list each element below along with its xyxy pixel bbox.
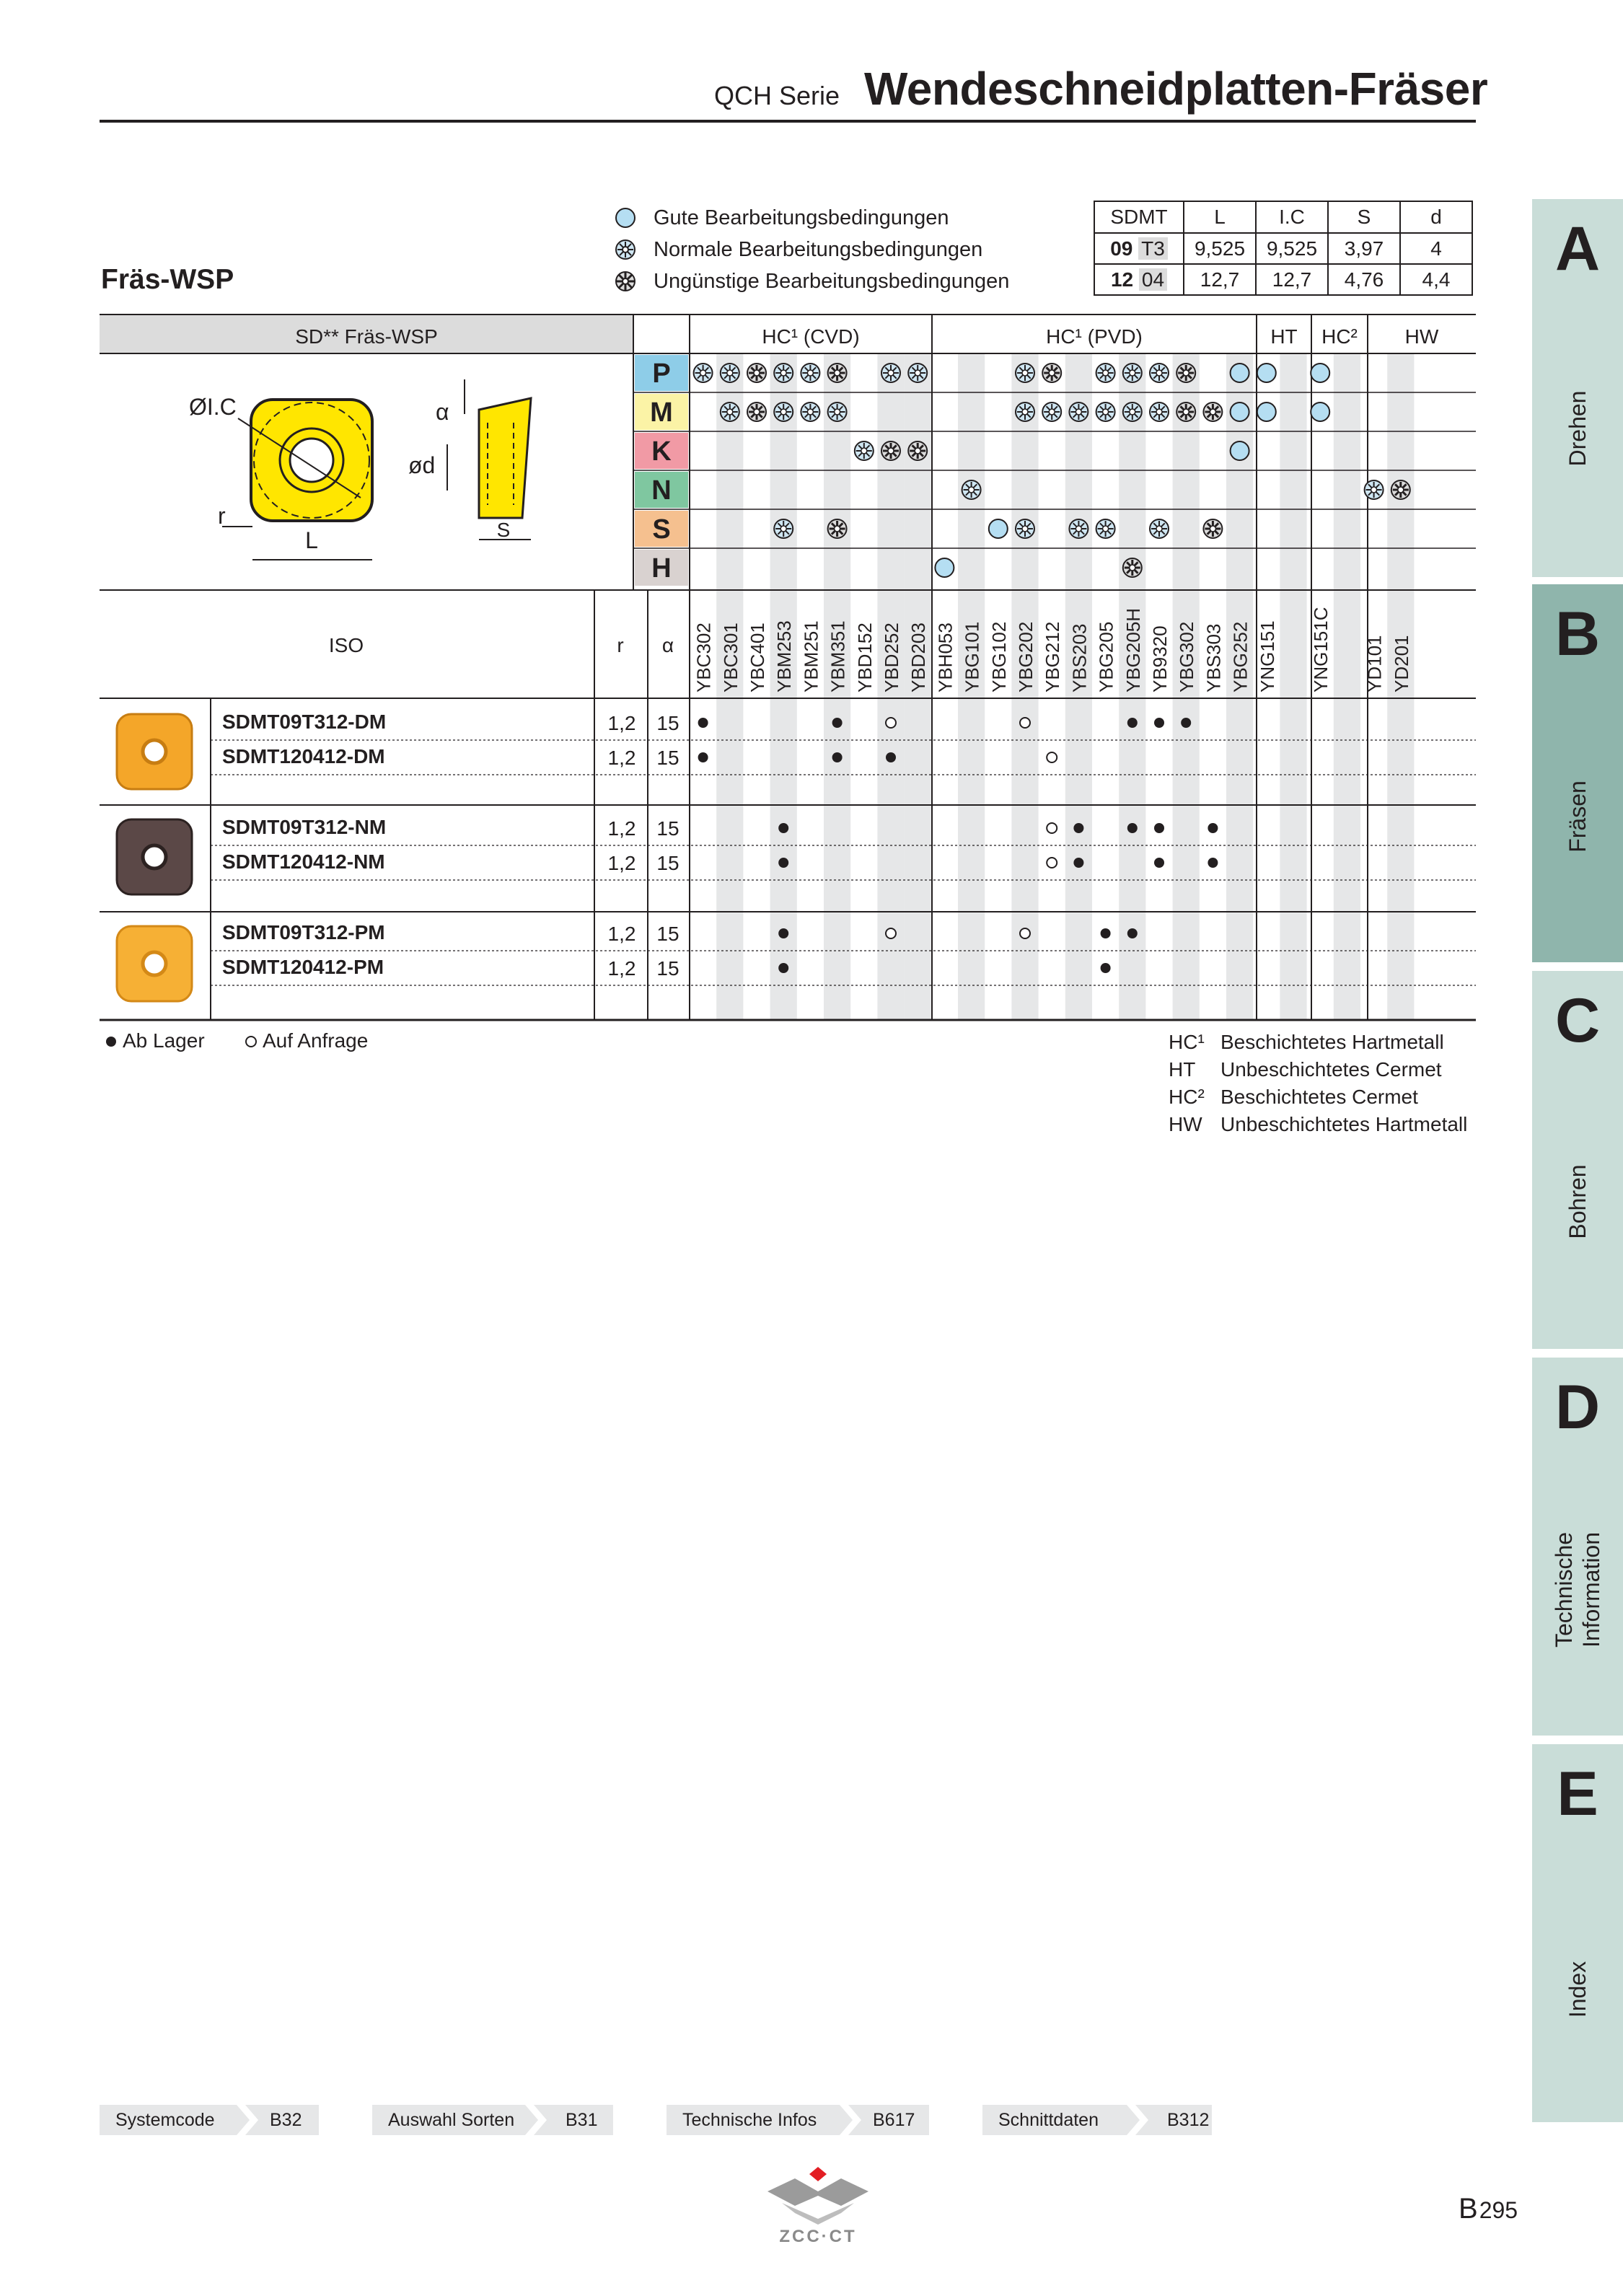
normal-condition-icon — [774, 364, 793, 382]
dims-size: 12 04 — [1094, 264, 1184, 295]
icon-hub — [727, 409, 733, 415]
normal-condition-icon — [801, 364, 819, 382]
icon-hub — [1398, 487, 1404, 493]
section-title: Fräs-WSP — [101, 264, 234, 295]
normal-condition-icon — [1042, 403, 1061, 421]
series-label: QCH Serie — [714, 81, 840, 110]
normal-condition-icon — [908, 364, 927, 382]
icon-hub — [1103, 409, 1109, 415]
request-dot — [1047, 858, 1057, 868]
grade-label: YBG302 — [1176, 621, 1198, 692]
group-label: HC¹ (CVD) — [762, 325, 860, 348]
dims-header: I.C — [1256, 201, 1328, 233]
stock-dot — [1101, 928, 1111, 938]
good-condition-icon — [935, 558, 954, 577]
grade-label: YBM351 — [827, 620, 849, 692]
good-condition-icon — [989, 519, 1008, 538]
dims-cell: 12,7 — [1184, 264, 1256, 295]
normal-condition-icon — [801, 403, 819, 421]
icon-hub — [780, 409, 786, 415]
tab-label: Fräsen — [1565, 780, 1591, 853]
icon-hub — [1130, 370, 1135, 376]
dims-cell: 9,525 — [1184, 233, 1256, 264]
normal-condition-icon — [1150, 519, 1169, 538]
product-r: 1,2 — [607, 852, 636, 874]
dims-cell: 4,4 — [1400, 264, 1472, 295]
insert-image-dm — [117, 714, 192, 789]
footer-ref: B312 — [1167, 2109, 1210, 2130]
footer-label: Systemcode — [115, 2109, 215, 2130]
bad-condition-icon — [1203, 519, 1222, 538]
grade-label: YBG202 — [1015, 621, 1037, 692]
dims-header: d — [1400, 201, 1472, 233]
normal-condition-icon — [962, 480, 981, 499]
icon-hub — [1210, 409, 1215, 415]
column-stripe — [1334, 353, 1360, 1020]
footer-ref: B31 — [566, 2109, 598, 2130]
grade-label: YBC301 — [719, 623, 742, 692]
dims-header: SDMT — [1094, 201, 1184, 233]
stock-dot — [832, 752, 843, 762]
tab-letter: D — [1554, 1373, 1601, 1442]
stock-dot — [1073, 823, 1083, 833]
bad-condition-icon — [828, 519, 847, 538]
normal-condition-icon — [1016, 403, 1034, 421]
material-letter: P — [652, 359, 671, 389]
stock-dot — [1154, 858, 1164, 868]
grade-label: YBG101 — [961, 621, 983, 692]
grade-label: YBG252 — [1229, 621, 1252, 692]
normal-condition-icon — [721, 403, 739, 421]
material-letter: K — [651, 436, 672, 467]
icon-hub — [1022, 409, 1028, 415]
def-value: Unbeschichtetes Cermet — [1220, 1058, 1442, 1081]
header-band — [633, 315, 690, 353]
request-dot — [886, 928, 896, 938]
good-condition-icon — [1231, 403, 1249, 421]
stock-dot — [778, 963, 788, 973]
grade-label: YBC302 — [692, 623, 715, 692]
icon-hub — [1371, 487, 1377, 493]
icon-circle — [935, 558, 954, 577]
icon-hub — [754, 370, 760, 376]
tab-label: Index — [1565, 1961, 1591, 2018]
s-label: S — [496, 519, 511, 541]
grade-label: YNG151 — [1256, 620, 1278, 692]
tab-bohren[interactable] — [1532, 971, 1623, 1353]
page-title: Wendeschneidplatten-Fräser — [864, 63, 1488, 115]
icon-hub — [1022, 526, 1028, 532]
good-condition-icon — [1231, 441, 1249, 460]
stock-dot — [778, 858, 788, 868]
product-alpha: 15 — [656, 923, 679, 945]
normal-condition-icon — [1123, 403, 1142, 421]
stock-dot — [1154, 718, 1164, 728]
material-letter: N — [651, 475, 672, 506]
icon-circle — [989, 519, 1008, 538]
icon-circle — [1257, 403, 1276, 421]
def-value: Beschichtetes Cermet — [1220, 1086, 1418, 1108]
normal-condition-icon — [1016, 519, 1034, 538]
dims-size: 09 T3 — [1094, 233, 1184, 264]
icon-hub — [1130, 409, 1135, 415]
icon-hub — [1103, 370, 1109, 376]
footer-link-systemcode[interactable] — [100, 2105, 319, 2135]
normal-condition-icon — [1096, 364, 1115, 382]
icon-hub — [1103, 526, 1109, 532]
stock-label: Ab Lager — [123, 1029, 205, 1052]
product-iso-code: SDMT120412-NM — [222, 850, 385, 873]
normal-condition-icon — [881, 364, 900, 382]
def-value: Unbeschichtetes Hartmetall — [1220, 1113, 1468, 1135]
dims-cell: 12,7 — [1256, 264, 1328, 295]
product-iso-code: SDMT120412-PM — [222, 956, 384, 978]
icon-circle — [1257, 364, 1276, 382]
footer-link-auswahl-sorten[interactable] — [372, 2105, 613, 2135]
normal-condition-icon — [694, 364, 713, 382]
good-condition-icon — [1257, 364, 1276, 382]
icon-circle — [1231, 364, 1249, 382]
icon-hub — [1049, 409, 1055, 415]
request-label: Auf Anfrage — [263, 1029, 369, 1052]
bad-condition-icon — [908, 441, 927, 460]
icon-hub — [807, 409, 813, 415]
group-label: HC² — [1321, 325, 1358, 348]
footer-ref: B32 — [270, 2109, 302, 2130]
insert-side — [479, 398, 531, 518]
tab-letter: E — [1557, 1759, 1598, 1829]
tab-label: Technische Information — [1551, 1531, 1604, 1648]
good-condition-icon — [1311, 364, 1329, 382]
stock-dot — [1181, 718, 1191, 728]
dims-cell: 4,76 — [1328, 264, 1400, 295]
dims-header: S — [1328, 201, 1400, 233]
legend-label: Ungünstige Bearbeitungsbedingungen — [654, 269, 1010, 293]
footer-ref: B617 — [873, 2109, 915, 2130]
chevron-right-icon — [525, 2105, 548, 2135]
footer-label: Auswahl Sorten — [388, 2109, 515, 2130]
grade-label: YBM251 — [800, 620, 822, 692]
normal-condition-icon — [855, 441, 874, 460]
product-r: 1,2 — [607, 817, 636, 840]
svg-text:ZCC·CT: ZCC·CT — [779, 2227, 857, 2246]
chevron-right-icon — [1127, 2105, 1150, 2135]
stock-dot — [886, 752, 896, 762]
icon-hub — [1156, 409, 1162, 415]
stock-dot — [1208, 823, 1218, 833]
tab-label: Drehen — [1565, 390, 1591, 467]
icon-circle — [1311, 403, 1329, 421]
normal-condition-icon — [721, 364, 739, 382]
bad-condition-icon — [881, 441, 900, 460]
legend-label: Gute Bearbeitungsbedingungen — [654, 206, 949, 229]
def-key: HC² — [1169, 1086, 1205, 1108]
stock-dot — [698, 718, 708, 728]
tab-letter: C — [1554, 986, 1601, 1055]
alpha-header: α — [661, 634, 674, 656]
normal-condition-icon — [828, 403, 847, 421]
bad-condition-icon — [828, 364, 847, 382]
icon-hub — [1049, 370, 1055, 376]
grade-label: YBG102 — [988, 621, 1010, 692]
normal-condition-icon — [1123, 364, 1142, 382]
grade-label: YBS203 — [1068, 623, 1091, 692]
def-value: Beschichtetes Hartmetall — [1220, 1031, 1444, 1053]
icon-hub — [915, 370, 920, 376]
icon-hub — [1183, 409, 1189, 415]
tab-label: Bohren — [1565, 1164, 1591, 1239]
icon-hub — [835, 409, 840, 415]
product-iso-code: SDMT09T312-PM — [222, 921, 385, 944]
icon-hub — [700, 370, 706, 376]
product-r: 1,2 — [607, 957, 636, 980]
insert-hole — [143, 740, 166, 763]
d-label: ød — [408, 452, 436, 478]
tab-index[interactable] — [1532, 1744, 1623, 2126]
ic-label: ØI.C — [189, 394, 237, 420]
product-alpha: 15 — [656, 957, 679, 980]
icon-hub — [861, 448, 867, 454]
icon-hub — [1156, 526, 1162, 532]
grade-label: YNG151C — [1310, 607, 1332, 692]
page-prefix: B — [1459, 2193, 1478, 2225]
normal-condition-icon — [774, 519, 793, 538]
normal-condition-icon — [1016, 364, 1034, 382]
stock-dot — [698, 752, 708, 762]
product-iso-code: SDMT09T312-DM — [222, 711, 387, 733]
tab-letter: B — [1554, 599, 1601, 669]
zcc-ct-logo — [760, 2161, 876, 2246]
grade-label: YD101 — [1363, 635, 1386, 692]
dims-cell: 4 — [1400, 233, 1472, 264]
insert-image-pm — [117, 926, 192, 1001]
icon-circle — [1311, 364, 1329, 382]
normal-condition-icon — [1150, 364, 1169, 382]
def-key: HT — [1169, 1058, 1196, 1081]
grade-label: YBD252 — [881, 623, 902, 692]
tab-drehen[interactable] — [1532, 199, 1623, 581]
column-stripe — [1280, 353, 1306, 1020]
icon-hub — [754, 409, 760, 415]
icon-hub — [1156, 370, 1162, 376]
icon-hub — [969, 487, 975, 493]
insert-image-nm — [117, 819, 192, 894]
grade-label: YD201 — [1390, 635, 1412, 692]
insert-hole — [143, 952, 166, 975]
grade-label: YBD152 — [853, 623, 876, 692]
icon-hub — [888, 370, 894, 376]
good-condition-icon — [1311, 403, 1329, 421]
insert-geometry-drawing — [189, 379, 531, 560]
grade-label: YBS303 — [1202, 623, 1225, 692]
icon-hub — [780, 526, 786, 532]
footer-link-technische-infos[interactable] — [667, 2105, 929, 2135]
bad-condition-icon — [1203, 403, 1222, 421]
bad-condition-icon — [1391, 480, 1410, 499]
icon-hub — [1183, 370, 1189, 376]
good-condition-icon — [1257, 403, 1276, 421]
icon-circle — [1231, 403, 1249, 421]
product-r: 1,2 — [607, 923, 636, 945]
icon-circle — [1231, 441, 1249, 460]
icon-hub — [1210, 526, 1215, 532]
footer-label: Schnittdaten — [998, 2109, 1099, 2130]
product-iso-code: SDMT120412-DM — [222, 745, 385, 767]
icon-hub — [807, 370, 813, 376]
alpha-label: α — [436, 399, 449, 425]
stock-dot — [1127, 718, 1138, 728]
tab-letter: A — [1554, 214, 1601, 283]
stock-dot — [1127, 823, 1138, 833]
request-dot — [1020, 718, 1030, 728]
stock-dot — [778, 823, 788, 833]
insert-hole — [143, 845, 166, 868]
bad-condition-icon — [1176, 403, 1195, 421]
normal-condition-icon — [1150, 403, 1169, 421]
product-alpha: 15 — [656, 852, 679, 874]
chevron-right-icon — [840, 2105, 863, 2135]
grade-label: YBM253 — [773, 620, 796, 692]
group-label: HC¹ (PVD) — [1046, 325, 1143, 348]
iso-header: ISO — [328, 634, 364, 656]
grade-label: YBG205 — [1095, 621, 1117, 692]
dims-cell: 3,97 — [1328, 233, 1400, 264]
icon-hub — [1022, 370, 1028, 376]
tab-fraesen[interactable] — [1532, 584, 1623, 967]
good-condition-icon — [1231, 364, 1249, 382]
grade-label: YBC401 — [747, 623, 768, 692]
page-number — [1459, 2193, 1518, 2225]
stock-dot — [1073, 858, 1083, 868]
icon-hub — [1130, 565, 1135, 571]
footer-link-schnittdaten[interactable] — [982, 2105, 1212, 2135]
bad-condition-icon — [1123, 558, 1142, 577]
dims-cell: 9,525 — [1256, 233, 1328, 264]
r-label: r — [218, 503, 226, 529]
request-dot — [1047, 823, 1057, 833]
product-r: 1,2 — [607, 712, 636, 734]
product-alpha: 15 — [656, 747, 679, 769]
icon-hub — [915, 448, 920, 454]
def-key: HC¹ — [1169, 1031, 1205, 1053]
product-alpha: 15 — [656, 712, 679, 734]
grade-label: YBG205H — [1122, 607, 1144, 692]
tab-technische-information[interactable] — [1532, 1358, 1623, 1740]
group-label: HW — [1404, 325, 1439, 348]
material-letter: M — [650, 397, 673, 428]
grade-label: YBH053 — [934, 623, 956, 692]
product-iso-code: SDMT09T312-NM — [222, 816, 387, 838]
grade-label: YBD203 — [907, 623, 930, 692]
icon-hub — [727, 370, 733, 376]
chevron-right-icon — [237, 2105, 260, 2135]
footer-label: Technische Infos — [682, 2109, 817, 2130]
request-dot — [246, 1037, 256, 1047]
normal-condition-icon — [774, 403, 793, 421]
stock-dot — [832, 718, 843, 728]
normal-condition-icon — [1096, 403, 1115, 421]
normal-condition-icon — [1069, 519, 1088, 538]
page-num: 295 — [1479, 2197, 1518, 2223]
material-letter: S — [652, 514, 671, 545]
def-key: HW — [1169, 1113, 1202, 1135]
stock-dot — [106, 1037, 116, 1047]
normal-condition-icon — [1365, 480, 1384, 499]
bad-condition-icon — [747, 403, 766, 421]
request-dot — [886, 718, 896, 728]
stock-dot — [778, 928, 788, 938]
icon-hub — [1076, 409, 1081, 415]
material-letter: H — [651, 553, 672, 584]
stock-dot — [1101, 963, 1111, 973]
stock-dot — [1208, 858, 1218, 868]
request-dot — [1047, 752, 1057, 762]
grade-label: YBG212 — [1042, 621, 1064, 692]
grade-label: YB9320 — [1149, 625, 1171, 692]
icon-hub — [835, 370, 840, 376]
icon-hub — [835, 526, 840, 532]
request-dot — [1020, 928, 1030, 938]
icon-hub — [780, 370, 786, 376]
bad-condition-icon — [1176, 364, 1195, 382]
bad-condition-icon — [1042, 364, 1061, 382]
stock-dot — [1127, 928, 1138, 938]
group-label: HT — [1270, 325, 1298, 348]
normal-condition-icon — [1096, 519, 1115, 538]
bad-condition-icon — [747, 364, 766, 382]
dims-header: L — [1184, 201, 1256, 233]
legend-label: Normale Bearbeitungsbedingungen — [654, 237, 983, 261]
stock-dot — [1154, 823, 1164, 833]
normal-condition-icon — [1069, 403, 1088, 421]
product-alpha: 15 — [656, 817, 679, 840]
icon-hub — [1076, 526, 1081, 532]
r-header: r — [617, 634, 624, 656]
l-label: L — [305, 527, 318, 553]
product-r: 1,2 — [607, 747, 636, 769]
icon-hub — [888, 448, 894, 454]
table-title: SD** Fräs-WSP — [295, 325, 438, 348]
